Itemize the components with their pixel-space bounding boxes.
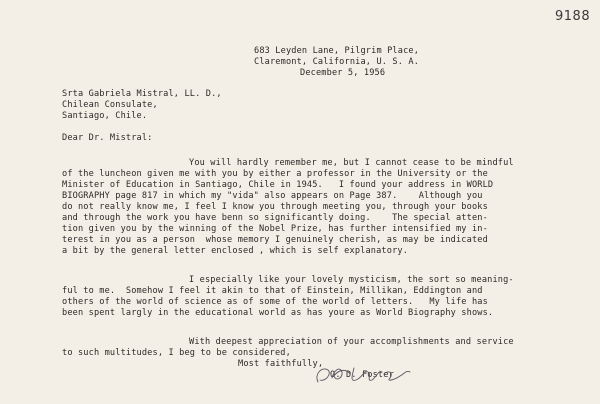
signatory-name: O. D. Foster (330, 370, 394, 380)
paragraph-line: tion given you by the winning of the Nobel Prize, has further intensified my in- (62, 224, 488, 234)
letter-date: December 5, 1956 (300, 68, 386, 78)
paragraph-line: and through the work you have benn so significantly doing. The special atten- (62, 213, 488, 223)
closing-phrase: Most faithfully, (238, 359, 324, 369)
salutation: Dear Dr. Mistral: (62, 133, 153, 143)
recipient-line: Srta Gabriela Mistral, LL. D., (62, 89, 222, 99)
paragraph-line: a bit by the general letter enclosed , which is self explanatory. (62, 246, 409, 256)
recipient-line: Santiago, Chile. (62, 111, 148, 121)
paragraph-line: BIOGRAPHY page 817 in which my "vida" also appears on Page 387. Although you (62, 191, 483, 201)
paragraph-line: terest in you as a person whose memory I genuinely cherish, as may be indicated (62, 235, 488, 245)
paragraph-line: do not really know me, I feel I know you through meeting you, through your books (62, 202, 488, 212)
sender-address-line: 683 Leyden Lane, Pilgrim Place, (254, 46, 420, 56)
archive-number: 9188 (555, 9, 591, 24)
handwritten-signature (310, 360, 420, 390)
paragraph-line: to such multitudes, I beg to be considered, (62, 348, 291, 358)
paragraph-line: You will hardly remember me, but I cannot cease to be mindful (189, 158, 514, 168)
paragraph-line: I especially like your lovely mysticism, the sort so meaning- (189, 275, 514, 285)
paragraph-line: ful to me. Somehow I feel it akin to that of Einstein, Millikan, Eddington and (62, 286, 483, 296)
paragraph-line: been spent largly in the educational world as has youre as World Biography shows. (62, 308, 494, 318)
paragraph-line: of the luncheon given me with you by either a professor in the University or the (62, 169, 488, 179)
paragraph-line: others of the world of science as of some of the world of letters. My life has (62, 297, 488, 307)
paragraph-line: With deepest appreciation of your accomplishments and service (189, 337, 514, 347)
paragraph-line: Minister of Education in Santiago, Chile in 1945. I found your address in WORLD (62, 180, 494, 190)
recipient-line: Chilean Consulate, (62, 100, 158, 110)
sender-address-line: Claremont, California, U. S. A. (254, 57, 420, 67)
